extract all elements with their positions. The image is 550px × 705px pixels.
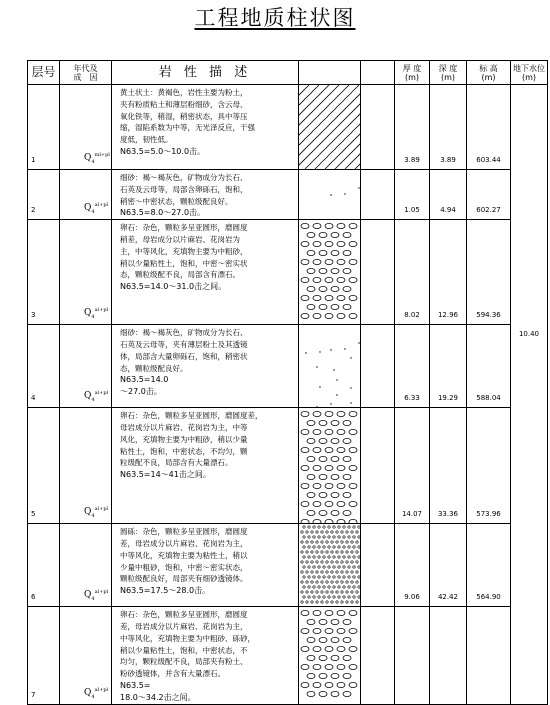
lithology-pattern-dots-sparse <box>299 325 361 407</box>
description-line: 稍以少量粘性土，饱和，中密状态，不 <box>120 645 248 655</box>
header-elevation: 标 高 (m) <box>467 61 511 85</box>
lithology-pattern-hatch <box>299 85 361 169</box>
thickness-value: 14.07 <box>401 510 423 519</box>
spacer-cell <box>361 170 395 220</box>
lithology-pattern-cell <box>299 607 361 704</box>
lithology-pattern-cell <box>299 220 361 325</box>
age-cell <box>60 524 112 607</box>
age-genesis: $Q_4^{al+pl}$ <box>84 390 109 404</box>
description-line: 态，颗粒级配良好。 <box>120 363 188 373</box>
layer-number: 4 <box>31 394 36 403</box>
depth-value-cell <box>430 524 467 607</box>
depth-value-cell <box>430 85 467 170</box>
thickness-value-cell <box>395 85 430 170</box>
elevation-value: 603.44 <box>476 156 501 164</box>
age-cell <box>60 408 112 524</box>
layer-number-cell <box>28 607 60 704</box>
header-row <box>28 61 548 85</box>
lithology-description <box>112 325 299 408</box>
thickness-value: 6.33 <box>404 394 420 403</box>
thickness-value-cell <box>395 607 430 704</box>
elevation-value-cell <box>467 408 511 524</box>
thickness-value: 3.89 <box>404 156 420 164</box>
lithology-pattern-cell <box>299 170 361 220</box>
description-line: 粘性土，饱和，中密状态，不均匀，颗 <box>120 446 248 456</box>
depth-value: 19.29 <box>437 394 459 403</box>
depth-value-cell <box>430 325 467 408</box>
lithology-pattern-dots-dense <box>299 524 361 606</box>
age-cell <box>60 170 112 220</box>
description-line: 细砂：褐～褐灰色，矿物成分为长石、 <box>120 328 248 338</box>
header-groundwater: 地下水位 (m) <box>511 61 548 85</box>
description-line: 少量中粗砂，饱和，中密～密实状态， <box>120 562 248 572</box>
age-genesis: $Q_4^{al+pl}$ <box>84 589 109 603</box>
spacer-cell <box>361 220 395 325</box>
thickness-value-cell <box>395 524 430 607</box>
thickness-value: 9.06 <box>404 593 420 602</box>
layer-number: 5 <box>31 510 36 519</box>
depth-value: 42.42 <box>437 593 459 602</box>
age-cell <box>60 325 112 408</box>
age-genesis: $Q_4^{al+pl}$ <box>84 686 109 700</box>
layer-number: 2 <box>31 206 36 215</box>
description-line: 度低，韧性低。 <box>120 135 173 145</box>
elevation-value-cell <box>467 170 511 220</box>
description-line: 中等风化，充填物主要为中粗砂、砾砂， <box>120 633 255 643</box>
elevation-value: 573.96 <box>476 510 501 519</box>
description-line: 粉砂透镜体，并含有大量漂石。 <box>120 669 225 679</box>
header-spacer <box>361 61 395 85</box>
elevation-value-cell <box>467 325 511 408</box>
header-age: 年代及 成 因 <box>60 61 112 85</box>
spt-blow-count: N63.5=14.0～31.0击之间。 <box>120 282 227 292</box>
spacer-cell <box>361 85 395 170</box>
spt-blow-count: N63.5=5.0～10.0击。 <box>120 146 206 156</box>
layer-row <box>28 408 548 524</box>
layer-number-cell <box>28 524 60 607</box>
age-genesis: $Q_4^{al+pl}$ <box>84 307 109 321</box>
depth-value: 3.89 <box>440 156 456 164</box>
age-cell <box>60 220 112 325</box>
description-line: 体，局部含大量卵砾石，饱和，稍密状 <box>120 351 248 361</box>
elevation-value: 594.36 <box>476 311 501 320</box>
lithology-pattern-cell <box>299 408 361 524</box>
layer-number-cell <box>28 325 60 408</box>
spacer-cell <box>361 408 395 524</box>
description-line: 细砂：褐～褐灰色，矿物成分为长石、 <box>120 173 248 182</box>
age-cell <box>60 85 112 170</box>
thickness-value: 1.05 <box>404 206 420 215</box>
thickness-value-cell <box>395 325 430 408</box>
depth-value: 33.36 <box>437 510 459 519</box>
spacer-cell <box>361 325 395 408</box>
depth-value-cell <box>430 607 467 704</box>
layer-number-cell <box>28 170 60 220</box>
description-line: 母岩成分以片麻岩、花岗岩为主，中等 <box>120 422 248 432</box>
lithology-pattern-cell <box>299 524 361 607</box>
lithology-description <box>112 607 299 704</box>
lithology-pattern-dots-sparse <box>299 170 361 196</box>
description-line: 黄土状土：黄褐色，岩性主要为粉土， <box>120 88 248 97</box>
description-line: 氧化铁等，稍湿，稍密状态，具中等压 <box>120 111 248 121</box>
depth-value-cell <box>430 170 467 220</box>
spt-blow-count: N63.5=17.5～28.0击。 <box>120 586 211 596</box>
elevation-value-cell <box>467 85 511 170</box>
thickness-value-cell <box>395 408 430 524</box>
description-line: 稍密～中密状态，颗粒级配良好。 <box>120 196 233 206</box>
description-line: 风化，充填物主要为中粗砂，稍以少量 <box>120 434 248 444</box>
lithology-pattern-cell <box>299 325 361 408</box>
thickness-value-cell <box>395 170 430 220</box>
lithology-description <box>112 85 299 170</box>
layer-row <box>28 170 548 220</box>
elevation-value-cell <box>467 220 511 325</box>
depth-value-cell <box>430 220 467 325</box>
groundwater-cell <box>511 85 548 705</box>
description-line: 卵石：杂色，颗粒多呈亚圆形，磨圆度差， <box>120 411 263 421</box>
spt-blow-count: N63.5=14.0 ～27.0击。 <box>120 375 169 397</box>
header-thickness: 厚 度 (m) <box>395 61 430 85</box>
age-genesis: $Q_4^{al+pl}$ <box>84 202 109 216</box>
description-line: 态，颗粒级配不良，局部含有漂石。 <box>120 270 240 280</box>
lithology-description <box>112 220 299 325</box>
description-line: 颗粒级配良好，局部夹有细砂透镜体。 <box>120 574 248 584</box>
thickness-value-cell <box>395 220 430 325</box>
layer-row <box>28 325 548 408</box>
lithology-pattern-gravel <box>299 220 361 324</box>
description-line: 稍以少量粘性土，饱和，中密～密实状 <box>120 258 248 268</box>
layer-row <box>28 524 548 607</box>
description-line: 差，母岩成分以片麻岩、花岗岩为主， <box>120 621 248 631</box>
lithology-description <box>112 408 299 524</box>
depth-value: 12.96 <box>437 311 459 320</box>
page-title: 工程地质柱状图 <box>194 6 356 30</box>
layer-number-cell <box>28 408 60 524</box>
layer-number: 6 <box>31 593 36 602</box>
description-line: 石英及云母等，局部含卵砾石，饱和， <box>120 184 248 194</box>
lithology-pattern-cell <box>299 85 361 170</box>
age-genesis: $Q_4^{ml+pl}$ <box>84 152 110 165</box>
groundwater-level: 10.40 <box>518 330 540 339</box>
header-description: 岩 性 描 述 <box>112 61 299 85</box>
elevation-value-cell <box>467 524 511 607</box>
layer-number-cell <box>28 85 60 170</box>
depth-value: 4.94 <box>440 206 456 215</box>
depth-value-cell <box>430 408 467 524</box>
layer-number: 3 <box>31 311 36 320</box>
layer-number: 7 <box>31 690 36 699</box>
layer-row <box>28 220 548 325</box>
elevation-value: 602.27 <box>476 206 501 215</box>
thickness-value: 8.02 <box>404 311 420 320</box>
description-line: 圆砾：杂色，颗粒多呈亚圆形，磨圆度 <box>120 527 248 537</box>
header-depth: 深 度 (m) <box>430 61 467 85</box>
spt-blow-count: N63.5= 18.0～34.2击之间。 <box>120 680 196 702</box>
spt-blow-count: N63.5=8.0～27.0击。 <box>120 208 206 218</box>
description-line: 卵石：杂色，颗粒多呈亚圆形，磨圆度 <box>120 610 248 620</box>
spt-blow-count: N63.5=14～41击之间。 <box>120 470 211 480</box>
description-line: 均匀，颗粒级配不良，局部夹有粉土、 <box>120 657 248 667</box>
age-genesis: $Q_4^{al+pl}$ <box>84 506 109 520</box>
layer-row <box>28 607 548 704</box>
lithology-pattern-gravel <box>299 408 361 523</box>
description-line: 稍差，母岩成分以片麻岩、花岗岩为 <box>120 234 240 244</box>
description-line: 缩，湿陷系数为中等，无光泽反应，干强 <box>120 123 255 133</box>
header-layer: 层号 <box>28 61 60 85</box>
description-line: 卵石：杂色，颗粒多呈亚圆形，磨圆度 <box>120 223 248 233</box>
description-line: 粒级配不良，局部含有大量漂石。 <box>120 458 233 468</box>
elevation-value: 588.04 <box>476 394 501 403</box>
description-line: 石英及云母等，夹有薄层粉土及其透镜 <box>120 339 248 349</box>
elevation-value: 564.90 <box>476 593 501 602</box>
lithology-pattern-gravel <box>299 607 361 703</box>
layer-row <box>28 85 548 170</box>
lithology-description <box>112 524 299 607</box>
layer-number-cell <box>28 220 60 325</box>
description-line: 差，母岩成分以片麻岩、花岗岩为主， <box>120 538 248 548</box>
age-cell <box>60 607 112 704</box>
description-line: 夹有粉质粘土和薄层粉细砂，含云母、 <box>120 99 248 109</box>
layer-number: 1 <box>31 156 36 164</box>
elevation-value-cell <box>467 607 511 704</box>
borehole-log-table <box>27 60 548 705</box>
description-line: 主，中等风化，充填物主要为中粗砂， <box>120 246 248 256</box>
description-line: 中等风化，充填物主要为粘性土，稍以 <box>120 550 248 560</box>
spacer-cell <box>361 607 395 704</box>
spacer-cell <box>361 524 395 607</box>
lithology-description <box>112 170 299 220</box>
header-pattern <box>299 61 361 85</box>
